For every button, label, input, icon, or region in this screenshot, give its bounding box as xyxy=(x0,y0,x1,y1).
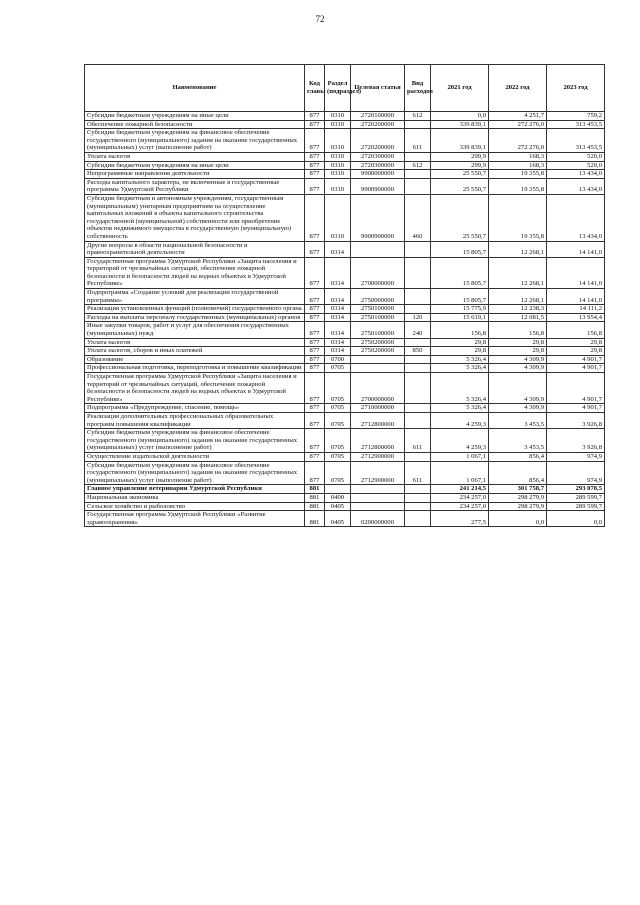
cell-target xyxy=(351,493,405,502)
cell-section: 0310 xyxy=(325,178,351,194)
cell-vid xyxy=(405,485,431,494)
cell-2022: 298 279,9 xyxy=(489,502,547,511)
cell-name: Субсидии бюджетным учреждениям на иные цели xyxy=(85,161,305,170)
table-row xyxy=(85,485,605,494)
table-row xyxy=(85,373,605,404)
cell-vid xyxy=(405,511,431,527)
cell-code: 877 xyxy=(305,429,325,453)
cell-target: 2700000000 xyxy=(351,257,405,288)
cell-2022: 272 276,0 xyxy=(489,129,547,153)
cell-target xyxy=(351,485,405,494)
cell-2021: 234 257,0 xyxy=(431,493,489,502)
cell-code: 877 xyxy=(305,452,325,461)
cell-name: Уплата налогов xyxy=(85,338,305,347)
cell-target xyxy=(351,355,405,364)
cell-target: 2720200000 xyxy=(351,129,405,153)
page-number: 72 xyxy=(315,14,325,24)
cell-section: 0705 xyxy=(325,452,351,461)
cell-code: 877 xyxy=(305,347,325,356)
cell-name: Уплата налогов, сборов и иных платежей xyxy=(85,347,305,356)
budget-table xyxy=(84,64,605,527)
cell-target: 2750000000 xyxy=(351,289,405,305)
cell-target: 2750200000 xyxy=(351,347,405,356)
cell-name: Субсидии бюджетным и автономным учреждениям, государственным (муниципальным) унитарным предприятиям на осуществление капитальных вложений в объекты капитального строительства государственной (муниципальной) собственности или приобретение объектов недвижимого имущества в государственную (муниципальную) собственность xyxy=(85,194,305,241)
cell-2023: 13 954,4 xyxy=(547,313,605,322)
cell-code: 877 xyxy=(305,364,325,373)
cell-2022: 4 309,9 xyxy=(489,373,547,404)
cell-name: Государственная программа Удмуртской Республики «Развитие здравоохранения» xyxy=(85,511,305,527)
table-row xyxy=(85,338,605,347)
cell-2022: 19 355,8 xyxy=(489,170,547,179)
cell-2022: 29,8 xyxy=(489,338,547,347)
cell-2022: 4 251,7 xyxy=(489,112,547,121)
cell-2021: 1 067,1 xyxy=(431,461,489,485)
cell-2023: 13 434,0 xyxy=(547,194,605,241)
cell-target: 0200000000 xyxy=(351,511,405,527)
cell-vid xyxy=(405,355,431,364)
table-row xyxy=(85,313,605,322)
cell-2022: 3 453,5 xyxy=(489,412,547,428)
cell-2022: 12 081,5 xyxy=(489,313,547,322)
cell-2022: 4 309,9 xyxy=(489,355,547,364)
table-row xyxy=(85,129,605,153)
cell-2022: 4 309,9 xyxy=(489,364,547,373)
table-row xyxy=(85,429,605,453)
cell-name: Государственная программа Удмуртской Республики «Защита населения и территорий от чрезвычайных ситуаций, обеспечение пожарной безопасности и безопасности людей на водных объектах в Удмуртской Республике» xyxy=(85,373,305,404)
table-row xyxy=(85,502,605,511)
cell-section: 0700 xyxy=(325,355,351,364)
cell-2022: 301 758,7 xyxy=(489,485,547,494)
cell-2021: 5 326,4 xyxy=(431,373,489,404)
cell-vid: 850 xyxy=(405,347,431,356)
cell-section: 0310 xyxy=(325,152,351,161)
cell-code: 877 xyxy=(305,289,325,305)
cell-code: 877 xyxy=(305,412,325,428)
cell-vid xyxy=(405,241,431,257)
cell-2023: 289 599,7 xyxy=(547,502,605,511)
table-header-row xyxy=(85,65,605,112)
cell-section: 0314 xyxy=(325,322,351,338)
cell-code: 881 xyxy=(305,502,325,511)
cell-code: 877 xyxy=(305,170,325,179)
cell-name: Реализация дополнительных профессиональных образовательных программ повышения квалификации xyxy=(85,412,305,428)
cell-2021: 4 259,3 xyxy=(431,412,489,428)
cell-2023: 14 141,0 xyxy=(547,241,605,257)
cell-2022: 856,4 xyxy=(489,452,547,461)
cell-section: 0405 xyxy=(325,511,351,527)
cell-target: 2710000000 xyxy=(351,404,405,413)
cell-target xyxy=(351,502,405,511)
cell-section: 0310 xyxy=(325,112,351,121)
table-row xyxy=(85,461,605,485)
cell-vid: 611 xyxy=(405,461,431,485)
cell-name: Непрограммные направления деятельности xyxy=(85,170,305,179)
cell-2022: 12 268,1 xyxy=(489,257,547,288)
cell-code: 877 xyxy=(305,322,325,338)
cell-2023: 0,0 xyxy=(547,511,605,527)
header-section: Раздел (подраздел) xyxy=(325,65,351,112)
cell-2021: 241 214,5 xyxy=(431,485,489,494)
cell-2023: 520,0 xyxy=(547,161,605,170)
cell-2021: 299,9 xyxy=(431,161,489,170)
cell-code: 881 xyxy=(305,485,325,494)
cell-2021: 15 805,7 xyxy=(431,257,489,288)
cell-name: Обеспечение пожарной безопасности xyxy=(85,120,305,129)
cell-code: 881 xyxy=(305,493,325,502)
cell-2023: 14 141,0 xyxy=(547,257,605,288)
cell-2021: 1 067,1 xyxy=(431,452,489,461)
cell-2022: 12 268,1 xyxy=(489,241,547,257)
table-row xyxy=(85,322,605,338)
cell-2022: 19 355,8 xyxy=(489,194,547,241)
cell-name: Подпрограмма «Предупреждение, спасение, помощь» xyxy=(85,404,305,413)
cell-code: 877 xyxy=(305,404,325,413)
cell-section: 0310 xyxy=(325,170,351,179)
cell-2022: 856,4 xyxy=(489,461,547,485)
cell-name: Осуществление издательской деятельности xyxy=(85,452,305,461)
cell-section: 0705 xyxy=(325,404,351,413)
cell-2021: 29,8 xyxy=(431,338,489,347)
cell-target: 2712800000 xyxy=(351,429,405,453)
cell-section: 0314 xyxy=(325,289,351,305)
cell-vid: 240 xyxy=(405,322,431,338)
cell-2023: 3 926,8 xyxy=(547,412,605,428)
cell-section: 0705 xyxy=(325,373,351,404)
cell-2021: 4 259,3 xyxy=(431,429,489,453)
cell-2023: 313 453,5 xyxy=(547,129,605,153)
header-2021: 2021 год xyxy=(431,65,489,112)
cell-section: 0705 xyxy=(325,429,351,453)
cell-2021: 5 326,4 xyxy=(431,404,489,413)
table-row xyxy=(85,305,605,314)
cell-target: 2750200000 xyxy=(351,338,405,347)
cell-code: 877 xyxy=(305,161,325,170)
cell-section: 0310 xyxy=(325,194,351,241)
cell-code: 877 xyxy=(305,338,325,347)
cell-target: 9900900000 xyxy=(351,194,405,241)
cell-code: 877 xyxy=(305,257,325,288)
cell-2022: 168,3 xyxy=(489,152,547,161)
table-row xyxy=(85,241,605,257)
cell-vid xyxy=(405,289,431,305)
cell-name: Иные закупки товаров, работ и услуг для обеспечения государственных (муниципальных) нужд xyxy=(85,322,305,338)
cell-2022: 4 309,9 xyxy=(489,404,547,413)
cell-2022: 12 238,3 xyxy=(489,305,547,314)
cell-2023: 29,8 xyxy=(547,338,605,347)
table-row xyxy=(85,170,605,179)
cell-2021: 15 805,7 xyxy=(431,241,489,257)
cell-target: 2750100000 xyxy=(351,305,405,314)
cell-2023: 4 901,7 xyxy=(547,404,605,413)
cell-code: 877 xyxy=(305,461,325,485)
cell-code: 877 xyxy=(305,241,325,257)
cell-code: 877 xyxy=(305,178,325,194)
cell-vid: 612 xyxy=(405,161,431,170)
cell-name: Другие вопросы в области национальной безопасности и правоохранительной деятельности xyxy=(85,241,305,257)
table-body xyxy=(85,112,605,527)
header-code: Код главы xyxy=(305,65,325,112)
cell-2021: 277,5 xyxy=(431,511,489,527)
cell-target: 2720300000 xyxy=(351,152,405,161)
cell-vid xyxy=(405,305,431,314)
cell-target: 2712900000 xyxy=(351,452,405,461)
cell-2023: 4 901,7 xyxy=(547,373,605,404)
cell-section: 0405 xyxy=(325,502,351,511)
cell-section: 0314 xyxy=(325,313,351,322)
header-2023: 2023 год xyxy=(547,65,605,112)
cell-target xyxy=(351,364,405,373)
table-row xyxy=(85,194,605,241)
cell-vid: 611 xyxy=(405,129,431,153)
cell-2023: 4 901,7 xyxy=(547,364,605,373)
cell-2022: 29,8 xyxy=(489,347,547,356)
cell-code: 877 xyxy=(305,194,325,241)
cell-target: 2750100000 xyxy=(351,322,405,338)
cell-section xyxy=(325,485,351,494)
cell-name: Государственная программа Удмуртской Республики «Защита населения и территорий от чрезвычайных ситуаций, обеспечение пожарной безопасности и безопасности людей на водных объектах в Удмуртской Республике» xyxy=(85,257,305,288)
cell-code: 877 xyxy=(305,355,325,364)
cell-name: Подпрограмма «Создание условий для реализации государственной программы» xyxy=(85,289,305,305)
cell-2023: 4 901,7 xyxy=(547,355,605,364)
cell-name: Сельское хозяйство и рыболовство xyxy=(85,502,305,511)
cell-2021: 29,8 xyxy=(431,347,489,356)
cell-name: Субсидии бюджетным учреждениям на финансовое обеспечение государственного (муниципального) задания на оказание государственных (муниципальных) услуг (выполнение работ) xyxy=(85,461,305,485)
cell-2022: 12 268,1 xyxy=(489,289,547,305)
cell-name: Главное управление ветеринарии Удмуртской Республики xyxy=(85,485,305,494)
cell-target: 2712900000 xyxy=(351,461,405,485)
cell-2021: 5 326,4 xyxy=(431,364,489,373)
cell-section: 0705 xyxy=(325,364,351,373)
cell-vid: 120 xyxy=(405,313,431,322)
cell-section: 0314 xyxy=(325,347,351,356)
cell-2021: 25 550,7 xyxy=(431,194,489,241)
cell-code: 877 xyxy=(305,129,325,153)
cell-2021: 15 775,9 xyxy=(431,305,489,314)
cell-vid: 611 xyxy=(405,429,431,453)
cell-2021: 299,9 xyxy=(431,152,489,161)
cell-vid xyxy=(405,257,431,288)
header-vid: Вид расходов xyxy=(405,65,431,112)
cell-section: 0314 xyxy=(325,241,351,257)
cell-name: Субсидии бюджетным учреждениям на финансовое обеспечение государственного (муниципального) задания на оказание государственных (муниципальных) услуг (выполнение работ) xyxy=(85,429,305,453)
cell-2023: 14 111,2 xyxy=(547,305,605,314)
cell-2022: 156,8 xyxy=(489,322,547,338)
cell-2021: 339 839,1 xyxy=(431,129,489,153)
cell-vid: 612 xyxy=(405,112,431,121)
cell-vid: 460 xyxy=(405,194,431,241)
cell-2023: 520,0 xyxy=(547,152,605,161)
header-2022: 2022 год xyxy=(489,65,547,112)
cell-name: Субсидии бюджетным учреждениям на иные цели xyxy=(85,112,305,121)
table-row xyxy=(85,112,605,121)
cell-2021: 156,8 xyxy=(431,322,489,338)
cell-2023: 289 599,7 xyxy=(547,493,605,502)
cell-target xyxy=(351,241,405,257)
table-row xyxy=(85,257,605,288)
cell-code: 877 xyxy=(305,373,325,404)
header-target: Целевая статья xyxy=(351,65,405,112)
cell-2023: 156,8 xyxy=(547,322,605,338)
cell-target: 2700000000 xyxy=(351,373,405,404)
cell-vid xyxy=(405,120,431,129)
cell-target: 2712800000 xyxy=(351,412,405,428)
cell-vid xyxy=(405,404,431,413)
table-row xyxy=(85,412,605,428)
cell-target: 9900000000 xyxy=(351,170,405,179)
table-row xyxy=(85,161,605,170)
cell-2023: 29,8 xyxy=(547,347,605,356)
cell-section: 0314 xyxy=(325,338,351,347)
cell-2021: 0,0 xyxy=(431,112,489,121)
cell-2022: 272 276,0 xyxy=(489,120,547,129)
cell-2021: 15 619,1 xyxy=(431,313,489,322)
cell-vid xyxy=(405,364,431,373)
cell-code: 877 xyxy=(305,152,325,161)
cell-2023: 14 141,0 xyxy=(547,289,605,305)
cell-code: 877 xyxy=(305,112,325,121)
cell-section: 0310 xyxy=(325,129,351,153)
cell-section: 0705 xyxy=(325,412,351,428)
table-row xyxy=(85,364,605,373)
cell-2022: 168,3 xyxy=(489,161,547,170)
cell-target: 9900900000 xyxy=(351,178,405,194)
cell-vid xyxy=(405,412,431,428)
cell-2022: 0,0 xyxy=(489,511,547,527)
cell-2021: 25 550,7 xyxy=(431,178,489,194)
table-row xyxy=(85,120,605,129)
table-row xyxy=(85,404,605,413)
cell-name: Образование xyxy=(85,355,305,364)
cell-2023: 13 434,0 xyxy=(547,170,605,179)
table-row xyxy=(85,452,605,461)
cell-2021: 339 839,1 xyxy=(431,120,489,129)
cell-vid xyxy=(405,452,431,461)
cell-target: 2720200000 xyxy=(351,120,405,129)
cell-2023: 974,9 xyxy=(547,452,605,461)
cell-vid xyxy=(405,493,431,502)
cell-section: 0314 xyxy=(325,305,351,314)
cell-2023: 293 078,5 xyxy=(547,485,605,494)
cell-code: 877 xyxy=(305,305,325,314)
cell-2023: 759,2 xyxy=(547,112,605,121)
cell-target: 2720300000 xyxy=(351,161,405,170)
table-row xyxy=(85,347,605,356)
table-row xyxy=(85,178,605,194)
cell-name: Национальная экономика xyxy=(85,493,305,502)
cell-code: 877 xyxy=(305,120,325,129)
table-row xyxy=(85,493,605,502)
cell-2023: 313 453,5 xyxy=(547,120,605,129)
cell-name: Реализация установленных функций (полномочий) государственного органа xyxy=(85,305,305,314)
cell-vid xyxy=(405,152,431,161)
cell-vid xyxy=(405,338,431,347)
cell-section: 0314 xyxy=(325,257,351,288)
cell-code: 881 xyxy=(305,511,325,527)
cell-target: 2750100000 xyxy=(351,313,405,322)
cell-section: 0400 xyxy=(325,493,351,502)
cell-target: 2720100000 xyxy=(351,112,405,121)
cell-name: Расходы на выплаты персоналу государственных (муниципальных) органов xyxy=(85,313,305,322)
cell-2022: 298 279,9 xyxy=(489,493,547,502)
cell-section: 0705 xyxy=(325,461,351,485)
cell-2023: 3 926,8 xyxy=(547,429,605,453)
cell-name: Уплата налогов xyxy=(85,152,305,161)
table-row xyxy=(85,511,605,527)
cell-name: Расходы капитального характера, не включенные в государственные программы Удмуртской Республики xyxy=(85,178,305,194)
table-row xyxy=(85,289,605,305)
cell-code: 877 xyxy=(305,313,325,322)
cell-vid xyxy=(405,170,431,179)
cell-section: 0310 xyxy=(325,161,351,170)
cell-2022: 19 355,8 xyxy=(489,178,547,194)
cell-2021: 5 326,4 xyxy=(431,355,489,364)
table-row xyxy=(85,152,605,161)
cell-2022: 3 453,5 xyxy=(489,429,547,453)
cell-2021: 234 257,0 xyxy=(431,502,489,511)
cell-2023: 13 434,0 xyxy=(547,178,605,194)
cell-vid xyxy=(405,178,431,194)
cell-2023: 974,9 xyxy=(547,461,605,485)
cell-name: Субсидии бюджетным учреждениям на финансовое обеспечение государственного (муниципального) задания на оказание государственных (муниципальных) услуг (выполнение работ) xyxy=(85,129,305,153)
table-row xyxy=(85,355,605,364)
header-name: Наименование xyxy=(85,65,305,112)
cell-2021: 15 805,7 xyxy=(431,289,489,305)
cell-vid xyxy=(405,373,431,404)
cell-section: 0310 xyxy=(325,120,351,129)
cell-name: Профессиональная подготовка, переподготовка и повышение квалификации xyxy=(85,364,305,373)
cell-vid xyxy=(405,502,431,511)
cell-2021: 25 550,7 xyxy=(431,170,489,179)
